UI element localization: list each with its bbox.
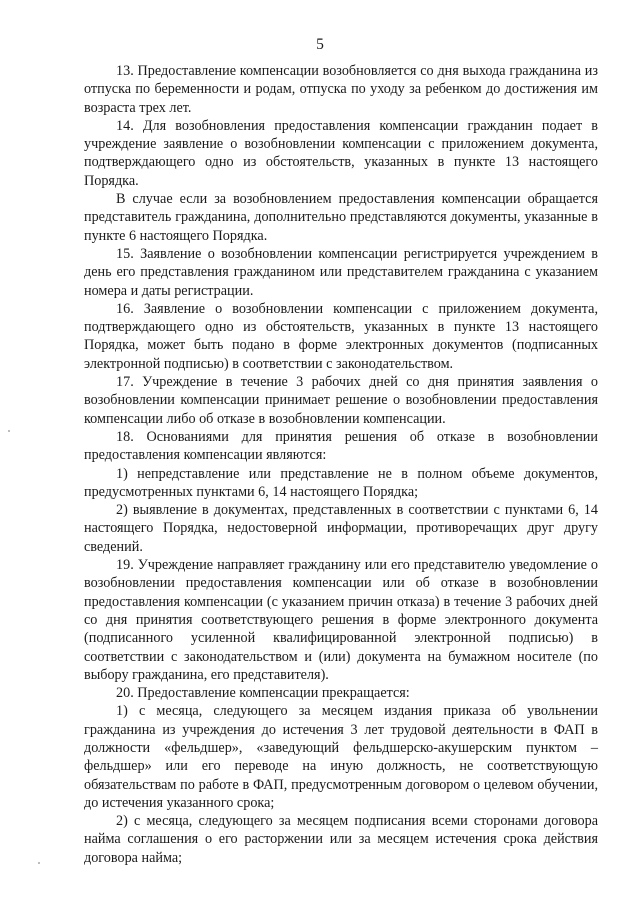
paragraph-item-18: 18. Основаниями для принятия решения об отказе в возобновлении предоставления компенсации являются:	[84, 428, 598, 464]
paragraph-item-20: 20. Предоставление компенсации прекращается:	[116, 685, 410, 702]
paragraph-item-13: 13. Предоставление компенсации возобновляется со дня выхода гражданина из отпуска по беременности и родам, отпуска по уходу за ребенком до достижения им возраста трех лет.	[84, 63, 598, 116]
paragraph-item-16: 16. Заявление о возобновлении компенсации с приложением документа, подтверждающего одно из обстоятельств, указанных в пункте 13 настоящего Порядка, может быть подано в форме электронных документов (подписанных электронной подписью) в соответствии с законодательством.	[84, 300, 598, 372]
paragraph-item-14: 14. Для возобновления предоставления компенсации гражданин подает в учреждение заявление о возобновлении компенсации с приложением документа, подтверждающего одно из обстоятельств, указанных в пункте 13 настоящего Порядка.	[84, 117, 598, 189]
paragraph-representative: В случае если за возобновлением предоставления компенсации обращается представитель гражданина, дополнительно представляются документы, указанные в пункте 6 настоящего Порядка.	[84, 191, 598, 244]
paragraph-item-15: 15. Заявление о возобновлении компенсации регистрируется учреждением в день его представления гражданином или представителем гражданина с указанием номера и даты регистрации.	[84, 245, 598, 299]
paragraph-item-18-1: 1) непредставление или представление не в полном объеме документов, предусмотренных пунктами 6, 14 настоящего Порядка;	[84, 465, 598, 500]
paragraph-item-19: 19. Учреждение направляет гражданину или его представителю уведомление о возобновлении предоставления компенсации или об отказе в возобновлении предоставления компенсации (с указанием причин отказа) в течение 3 рабочих дней со дня принятия соответствующего решения в форме электронного документа (подписанного усиленной квалифицированной электронной подписью) в соответствии с законодательством и (или) документа на бумажном носителе (по выбору гражданина, его представителя).	[84, 557, 598, 683]
paragraph-item-20-1: 1) с месяца, следующего за месяцем издания приказа об увольнении гражданина из учреждения до истечения 3 лет трудовой деятельности в ФАП в должности «фельдшер», «заведующий фельдшерско-акушерским пунктом – фельдшер» или его переводе на иную должность, не соответствующую обязательствам по работе в ФАП, предусмотренным договором о целевом обучении, до истечения указанного срока;	[84, 703, 598, 811]
scan-artifact	[38, 862, 40, 864]
document-body	[84, 62, 598, 867]
paragraph-item-17: 17. Учреждение в течение 3 рабочих дней со дня принятия заявления о возобновлении компенсации принимает решение о возобновлении предоставления компенсации либо об отказе в возобновлении компенсации.	[84, 374, 598, 427]
scan-artifact	[8, 430, 10, 432]
paragraph-item-20-2: 2) с месяца, следующего за месяцем подписания всеми сторонами договора найма соглашения о его расторжении или за месяцем истечения срока действия договора найма;	[84, 813, 598, 866]
page-number: 5	[316, 36, 324, 53]
paragraph-item-18-2: 2) выявление в документах, представленных в соответствии с пунктами 6, 14 настоящего Порядка, недостоверной информации, противоречащих друг другу сведений.	[84, 502, 598, 555]
